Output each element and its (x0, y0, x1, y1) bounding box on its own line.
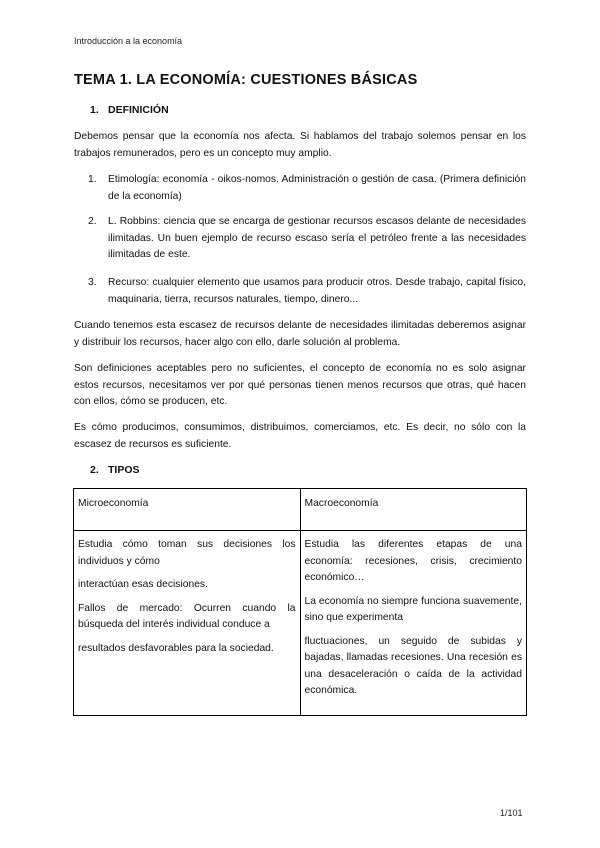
section-number: 1. (90, 104, 99, 116)
paragraph-definiciones: Son definiciones aceptables pero no suficientes, el concepto de economía no es solo asignar estos recursos, necesitamos ver por qué personas tienen menos recursos que otras, qué hacen con ellos, cómo se producen, etc. (74, 363, 526, 407)
header-macroeconomia: Macroeconomía (300, 489, 527, 531)
page-number: 1/101 (500, 808, 523, 818)
list-item-number: 2. (88, 216, 97, 227)
section-heading-tipos (90, 464, 140, 476)
cell-paragraph: interactúan esas decisiones. (78, 579, 208, 590)
cell-paragraph: fluctuaciones, un seguido de subidas y bajadas, llamadas recesiones. Una recesión es una desaceleración o caída de la actividad económica. (304, 635, 522, 696)
cell-paragraph: La economía no siempre funciona suavemente, sino que experimenta (304, 595, 522, 623)
header-microeconomia: Microeconomía (74, 489, 301, 531)
page-title: TEMA 1. LA ECONOMÍA: CUESTIONES BÁSICAS (74, 72, 418, 88)
list-item-text: L. Robbins: ciencia que se encarga de gestionar recursos escasos delante de necesidades ilimitadas. Un buen ejemplo de recurso escaso sería el petróleo frente a las necesidades ilimitadas de este. (108, 216, 526, 260)
cell-microeconomia (74, 531, 301, 716)
cell-paragraph: resultados desfavorables para la sociedad. (78, 642, 274, 654)
section-title: DEFINICIÓN (108, 104, 169, 116)
list-item-text: Etimología: economía - oikos-nomos. Administración o gestión de casa. (Primera definición de la economía) (108, 174, 526, 202)
list-item-text: Recurso: cualquier elemento que usamos para producir otros. Desde trabajo, capital físico, maquinaria, tierra, recursos naturales, tiempo, dinero... (108, 277, 526, 305)
cell-paragraph: Estudia las diferentes etapas de una economía: recesiones, crisis, crecimiento económico… (304, 539, 522, 583)
list-item (88, 172, 526, 205)
table-row (74, 531, 527, 716)
paragraph-como-producimos: Es cómo producimos, consumimos, distribuimos, comerciamos, etc. Es decir, no sólo con la escasez de recursos es suficiente. (74, 422, 526, 450)
list-item (88, 275, 526, 308)
page-header: Introducción a la economía (74, 36, 183, 46)
cell-paragraph: Fallos de mercado: Ocurren cuando la búsqueda del interés individual conduce a (78, 602, 296, 630)
intro-paragraph: Debemos pensar que la economía nos afecta. Si hablamos del trabajo solemos pensar en los trabajos remunerados, pero es un concepto muy amplio. (74, 131, 526, 159)
section-number: 2. (90, 464, 99, 476)
list-item-number: 3. (88, 277, 97, 288)
tipos-table (73, 488, 527, 716)
list-item (88, 214, 526, 264)
section-heading-definicion (90, 104, 169, 116)
paragraph-escasez: Cuando tenemos esta escasez de recursos delante de necesidades ilimitadas deberemos asignar y distribuir los recursos, hacer algo con ello, darle solución al problema. (74, 320, 526, 348)
section-title: TIPOS (108, 464, 140, 476)
list-item-number: 1. (88, 174, 97, 185)
cell-macroeconomia (300, 531, 527, 716)
table-header-row (74, 489, 527, 531)
cell-paragraph: Estudia cómo toman sus decisiones los individuos y cómo (78, 539, 296, 567)
